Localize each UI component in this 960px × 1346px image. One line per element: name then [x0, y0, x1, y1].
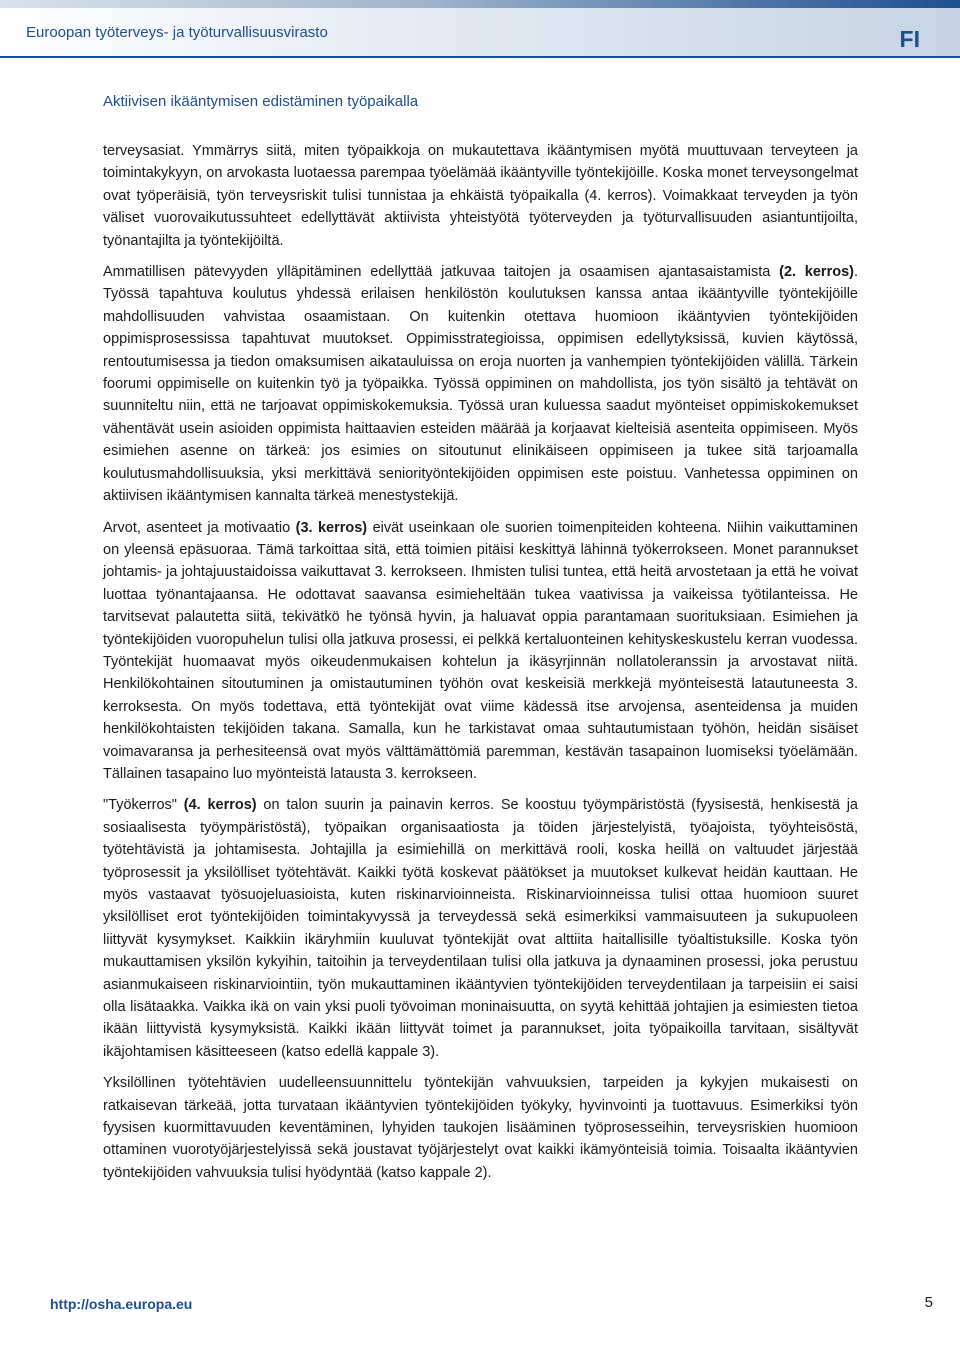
paragraph: [103, 794, 858, 1063]
paragraph-text: . Työssä tapahtuva koulutus yhdessä erilaisen henkilöstön koulutuksen kanssa antaa ikääntyville työntekijöille mahdollisuuden vahvistaa osaamistaan. On kuitenkin otettava huomioon ikääntyvien työntekijöiden oppimisprosessissa tapahtuvat muutokset. Oppimisstrategioissa, oppimisen edellytyksissä, kuvien käytössä, rentoutumisessa ja tiedon omaksumisen aikatauluissa on eroja nuorten ja vanhempien työntekijöiden välillä. Tärkein foorumi oppimiselle on kuitenkin työ ja työpaikka. Työssä oppiminen on mahdollista, jos työn sisältö ja tehtävät on suunniteltu niin, että ne tarjoavat oppimiskokemuksia. Työssä uran kuluessa saadut myönteiset oppimiskokemukset vähentävät usein asioiden oppimista haittaavien esteiden määrää ja korjaavat kielteisiä asenteita oppimiseen. Myös esimiehen asenne on tärkeä: jos esimies on sitoutunut elinikäiseen oppimiseen ja tukee sitä tarjoamalla koulutusmahdollisuuksia, yksi merkittävä seniorityöntekijöiden oppimisen este poistuu. Vanhetessa oppiminen on aktiivisen ikääntymisen kannalta tärkeä menestystekijä.: [103, 264, 858, 505]
paragraph-text: Arvot, asenteet ja motivaatio: [103, 519, 296, 536]
agency-name: Euroopan työterveys- ja työturvallisuusvirasto: [26, 24, 328, 41]
section-title: Aktiivisen ikääntymisen edistäminen työpaikalla: [103, 93, 419, 110]
paragraph: [103, 517, 858, 786]
layer-reference: (2. kerros): [779, 264, 854, 281]
paragraph-text: Yksilöllinen työtehtävien uudelleensuunnittelu työntekijän vahvuuksien, tarpeiden ja kykyjen mukaisesti on ratkaisevan tärkeää, jotta turvataan ikääntyvien työntekijöiden työkyky, hyvinvointi ja tuottavuus. Esimerkiksi työn fyysisen kuormittavuuden keventäminen, lyhyiden taukojen lisääminen työprosesseihin, terveysriskien huomioon ottaminen vuorotyöjärjestelyissä sekä joustavat työjärjestelyt ovat kaikki ikämyönteisiä toimia. Toisaalta ikääntyvien työntekijöiden vahvuuksia tulisi hyödyntää (katso kappale 2).: [103, 1075, 858, 1181]
paragraph-text: Ammatillisen pätevyyden ylläpitäminen edellyttää jatkuvaa taitojen ja osaamisen ajantasaistamista: [103, 264, 780, 281]
page-number: 5: [924, 1294, 933, 1311]
body-text: [103, 140, 858, 1193]
header-top-stripe: [0, 0, 960, 8]
paragraph-text: on talon suurin ja painavin kerros. Se koostuu työympäristöstä (fyysisestä, henkisestä ja sosiaalisesta työympäristöstä), työpaikan organisaatiosta ja töiden järjestelyistä, työajoista, työyhteisöstä, työtehtävistä ja johtamisesta. Johtajilla ja esimiehillä on merkittävä rooli, koska heillä on valtuudet järjestää työprosessit ja yksilölliset työtehtävät. Kaikki työtä koskevat päätökset ja muutokset kulkevat heidän kauttaan. He myös vastaavat työsuojeluasioista, kuten riskinarvioinneista. Riskinarvioinneissa tulisi ottaa huomioon suuret yksilölliset erot työntekijöiden toimintakyvyssä ja terveydessä sekä esimerkiksi vammaisuuteen ja sukupuoleen liittyvät kysymykset. Kaikkiin ikäryhmiin kuuluvat työntekijät ovat alttiita haitallisille työaltistuksille. Koska työn mukauttamisen yksilön kykyihin, taitoihin ja terveydentilaan tulisi olla jatkuva ja dynaaminen prosessi, joka perustuu asianmukaiseen riskinarviointiin, työn mukauttaminen ikääntyvien työntekijöiden terveydentilaan ja tarpeisiin ei saisi olla lisätaakka. Vaikka ikä on vain yksi puoli työvoiman moninaisuutta, on syytä kehittää johtajien ja esimiesten tietoa ikään liittyvistä kysymyksistä. Kaikki ikään liittyvät toimet ja parannukset, joita työpaikoilla tarvitaan, sisältyvät ikäjohtamisen käsitteeseen (katso edellä kappale 3).: [103, 797, 858, 1060]
paragraph: [103, 140, 858, 252]
paragraph-text: eivät useinkaan ole suorien toimenpiteiden kohteena. Niihin vaikuttaminen on yleensä epäsuoraa. Tämä tarkoittaa sitä, että toimien pitäisi keskittyä lähinnä työkerrokseen. Monet parannukset johtamis- ja johtajuustaidoissa vaikuttavat 3. kerrokseen. Ihmisten tulisi tuntea, että heitä arvostetaan ja että he voivat luottaa työnantajaansa. He odottavat saavansa esimieheltään tukea vaativissa ja vaikeissa työtilanteissa. He tarvitsevat palautetta siitä, tekivätkö he työnsä hyvin, ja haluavat oppia parantamaan suorituksiaan. Esimiehen ja työntekijöiden vuoropuhelun tulisi olla jatkuva prosessi, ei pelkkä kertaluonteinen kehityskeskustelu kerran vuodessa. Työntekijät huomaavat myös oikeudenmukaisen kohtelun ja ikäsyrjinnän nollatoleranssin ja arvostavat niitä. Henkilökohtainen sitoutuminen ja omistautuminen työhön ovat keskeisiä merkkejä myönteisestä latautuneesta 3. kerroksesta. On myös todettava, että työntekijät ovat viime kädessä itse arvojensa, asenteidensa ja muiden henkilökohtaisten tekijöiden takana. Samalla, kun he tarkistavat omaa suhtautumistaan työhön, heidän sisäiset voimavaransa ja perhesiteensä ovat myös välttämättömiä paremman, kestävän tasapainon luomiseksi työelämään. Tällainen tasapaino luo myönteistä latausta 3. kerrokseen.: [103, 519, 858, 782]
language-code: FI: [899, 26, 920, 52]
paragraph: [103, 261, 858, 507]
header-bottom-rule: [0, 56, 960, 58]
paragraph-text: "Työkerros": [103, 797, 184, 814]
paragraph-text: terveysasiat. Ymmärrys siitä, miten työpaikkoja on mukautettava ikääntymisen myötä muuttuvaan terveyteen ja toimintakykyyn, on arvokasta luotaessa parempaa työelämää ikääntyville työntekijöille. Koska monet terveysongelmat ovat työperäisiä, työn terveysriskit tulisi tunnistaa ja ehkäistä työpaikalla (4. kerros). Voimakkaat terveyden ja työn väliset vuorovaikutussuhteet edellyttävät aktiivista yhteistyötä työterveyden ja työturvallisuuden asiantuntijoilta, työnantajilta ja työntekijöiltä.: [103, 143, 858, 249]
page-header: [0, 0, 960, 58]
paragraph: [103, 1072, 858, 1184]
layer-reference: (4. kerros): [183, 797, 257, 814]
footer-link[interactable]: http://osha.europa.eu: [50, 1296, 193, 1312]
layer-reference: (3. kerros): [295, 519, 368, 536]
